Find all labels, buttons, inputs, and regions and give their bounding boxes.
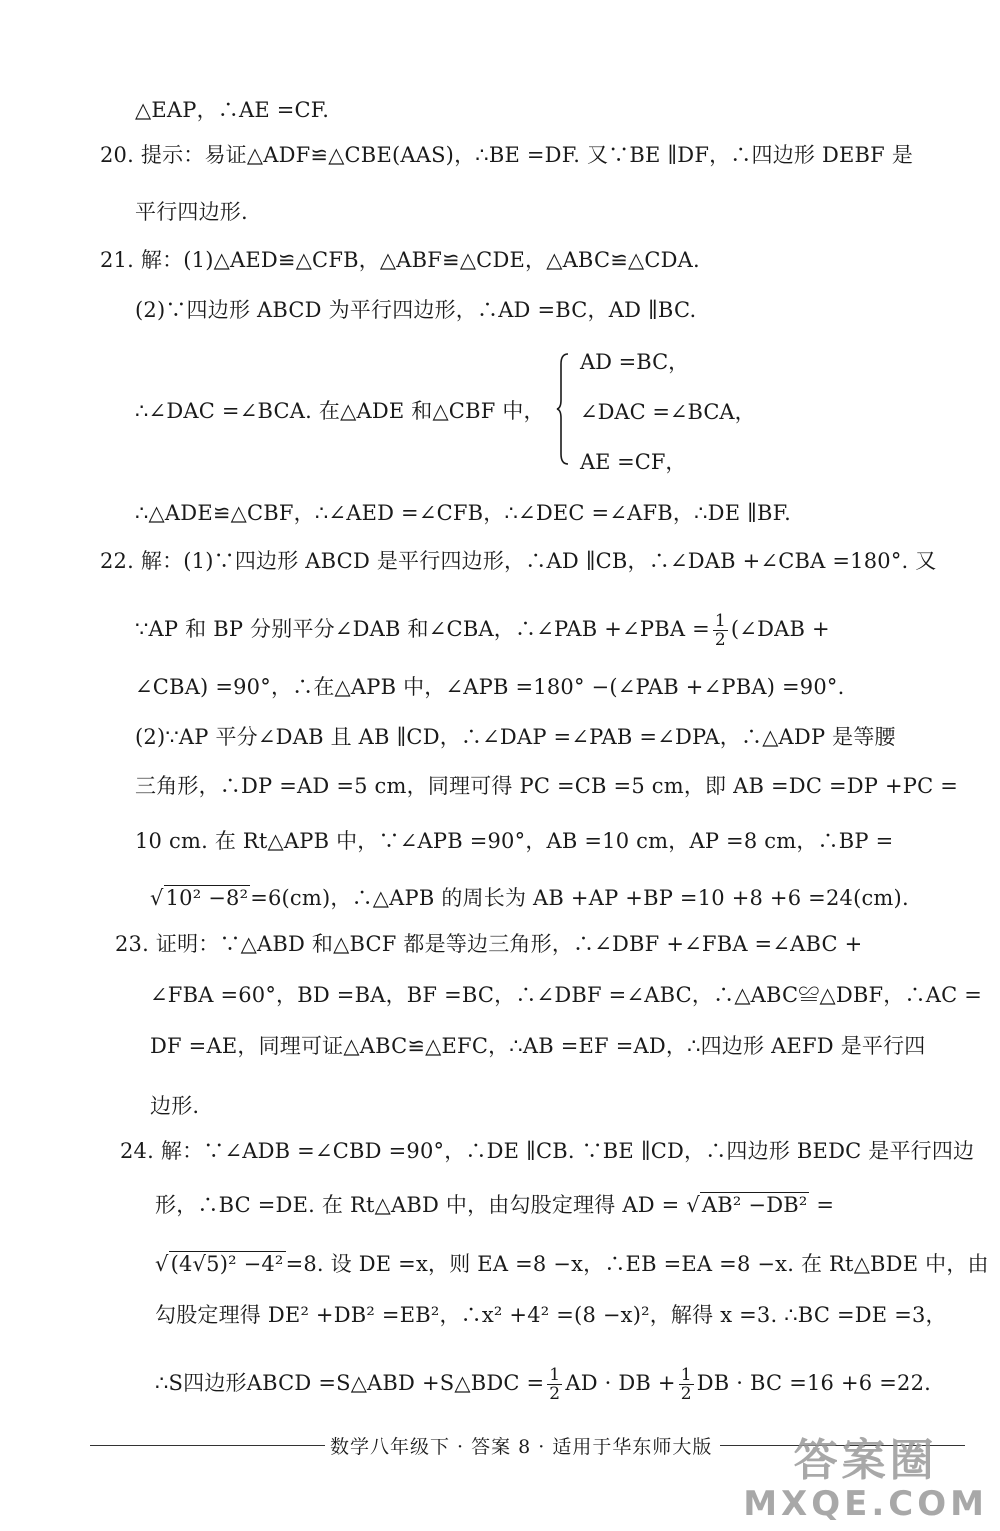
sqrt-sign: √	[150, 886, 164, 910]
fraction-half	[713, 612, 728, 649]
text-line: 边形.	[150, 1094, 200, 1118]
fraction-numerator: 1	[680, 1365, 692, 1385]
text-line: 20. 提示：易证△ADF≌△CBE(AAS)，∴BE =DF. 又∵BE ∥DF，∴四边形 DEBF 是	[100, 143, 914, 167]
text-line: ∠FBA =60°，BD =BA，BF =BC，∴∠DBF =∠ABC，∴△ABC≌△DBF，∴AC =	[150, 983, 983, 1007]
text-line: 22. 解：(1)∵四边形 ABCD 是平行四边形，∴AD ∥CB，∴∠DAB +∠CBA =180°. 又	[100, 549, 937, 573]
text-line: ∠CBA) =90°，∴在△APB 中，∠APB =180° −(∠PAB +∠PBA) =90°.	[135, 675, 845, 699]
line-segment: AD · DB +	[565, 1371, 676, 1395]
sqrt-sign: √	[686, 1193, 700, 1217]
text-line: 勾股定理得 DE² +DB² =EB²，∴x² +4² =(8 −x)²，解得 x =3. ∴BC =DE =3，	[155, 1303, 947, 1327]
line-segment: =8. 设 DE =x，则 EA =8 −x，∴EB =EA =8 −x. 在 Rt△BDE 中，由	[285, 1252, 989, 1276]
line-segment: ∵AP 和 BP 分别平分∠DAB 和∠CBA，∴∠PAB +∠PBA =	[135, 617, 710, 641]
line-segment: =6(cm)，∴△APB 的周长为 AB +AP +BP =10 +8 +6 =24(cm).	[250, 886, 909, 910]
text-line: 24. 解：∵∠ADB =∠CBD =90°，∴DE ∥CB. ∵BE ∥CD，∴四边形 BEDC 是平行四边	[120, 1139, 975, 1163]
line-segment: DB · BC =16 +6 =22.	[696, 1371, 932, 1395]
system-row: ∠DAC =∠BCA，	[580, 400, 756, 424]
line-segment: (∠DAB +	[730, 617, 830, 641]
text-line: DF =AE，同理可证△ABC≌△EFC，∴AB =EF =AD，∴四边形 AEFD 是平行四	[150, 1034, 926, 1058]
text-line	[155, 1192, 834, 1218]
system-row: AE =CF，	[580, 450, 687, 474]
line-segment: 形，∴BC =DE. 在 Rt△ABD 中，由勾股定理得 AD =	[155, 1193, 680, 1217]
text-line: ∴△ADE≌△CBF，∴∠AED =∠CFB，∴∠DEC =∠AFB，∴DE ∥BF.	[135, 501, 792, 525]
line-segment: =	[816, 1193, 835, 1217]
page-footer: 数学八年级下 · 答案 8 · 适用于华东师大版	[330, 1436, 713, 1458]
system-brace	[556, 352, 570, 466]
footer-rule-left	[90, 1445, 325, 1446]
text-line	[155, 1251, 989, 1277]
fraction-denominator: 2	[680, 1384, 692, 1404]
fraction-denominator: 2	[714, 630, 726, 650]
text-line: 三角形，∴DP =AD =5 cm，同理可得 PC =CB =5 cm，即 AB =DC =DP +PC =	[135, 774, 959, 798]
fraction-half	[679, 1366, 694, 1403]
text-line: △EAP，∴AE =CF.	[135, 98, 330, 122]
sqrt-radicand: (4√5)² −4²	[170, 1252, 284, 1276]
sqrt-radicand: AB² −DB²	[701, 1193, 808, 1217]
line-segment: ∴S四边形ABCD =S△ABD +S△BDC =	[155, 1371, 545, 1395]
text-line	[150, 885, 909, 911]
text-line: (2)∵AP 平分∠DAB 且 AB ∥CD，∴∠DAP =∠PAB =∠DPA，∴△ADP 是等腰	[135, 725, 896, 749]
text-line: 21. 解：(1)△AED≌△CFB，△ABF≌△CDE，△ABC≌△CDA.	[100, 248, 700, 272]
text-line: (2)∵四边形 ABCD 为平行四边形，∴AD =BC，AD ∥BC.	[135, 298, 697, 322]
fraction-denominator: 2	[549, 1384, 561, 1404]
text-line: 10 cm. 在 Rt△APB 中，∵∠APB =90°，AB =10 cm，AP =8 cm，∴BP =	[135, 829, 894, 853]
watermark-bottom: MXQE.COM	[743, 1484, 988, 1524]
sqrt-sign: √	[155, 1252, 169, 1276]
fraction-numerator: 1	[549, 1365, 561, 1385]
sqrt-radicand: 10² −8²	[165, 886, 249, 910]
watermark-logo	[743, 1437, 988, 1523]
text-line: 平行四边形.	[135, 200, 248, 224]
fraction-numerator: 1	[714, 611, 726, 631]
text-line	[135, 612, 830, 649]
system-row: AD =BC，	[580, 350, 690, 374]
watermark-top: 答案圈	[793, 1435, 938, 1486]
text-line	[155, 1366, 931, 1403]
text-line: ∴∠DAC =∠BCA. 在△ADE 和△CBF 中，	[135, 399, 545, 423]
text-line: 23. 证明：∵△ABD 和△BCF 都是等边三角形，∴∠DBF +∠FBA =∠ABC +	[115, 932, 863, 956]
fraction-half	[547, 1366, 562, 1403]
